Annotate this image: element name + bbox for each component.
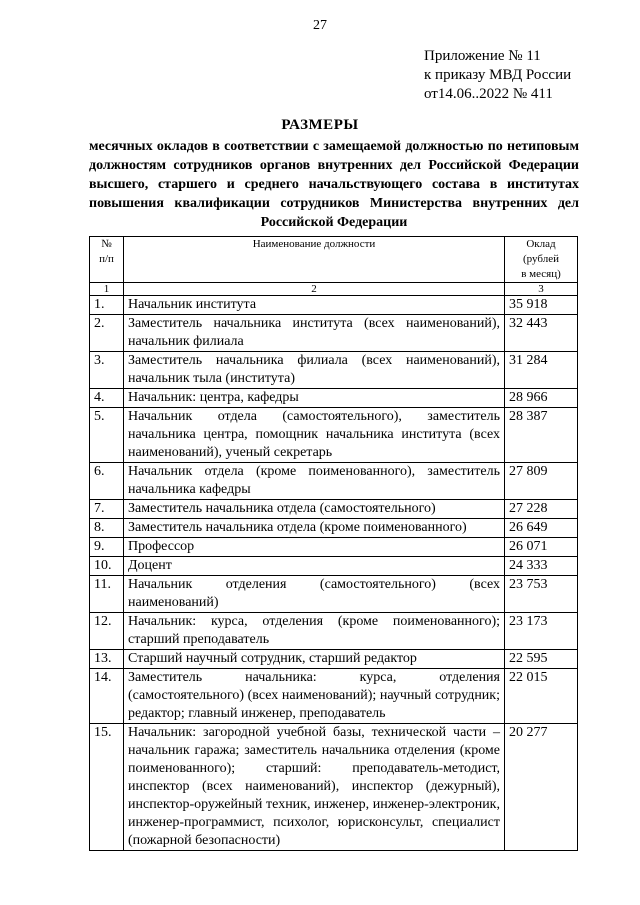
salary-value: 23 753 bbox=[505, 576, 578, 613]
salary-value: 23 173 bbox=[505, 613, 578, 650]
position-name: Заместитель начальника отдела (самостоятельного) bbox=[124, 500, 505, 519]
header-salary-line-2: (рублей bbox=[523, 253, 559, 265]
table-row bbox=[90, 296, 578, 315]
document-title: РАЗМЕРЫ bbox=[281, 117, 359, 133]
row-number: 1. bbox=[90, 296, 124, 315]
table-header-row bbox=[90, 237, 578, 283]
column-numbers-row bbox=[90, 283, 578, 296]
row-number: 14. bbox=[90, 669, 124, 724]
row-number: 8. bbox=[90, 519, 124, 538]
position-name: Начальник: загородной учебной базы, технической части – начальник гаража; заместитель начальника отделения (кроме поименованного); старший: преподаватель-методист, инспектор (всех наименований), инспектор (дежурный), инспектор-оружейный техник, инженер, инженер-электроник, инженер-программист, психолог, юрисконсульт, специалист (пожарной безопасности) bbox=[124, 724, 505, 851]
row-number: 13. bbox=[90, 650, 124, 669]
salary-value: 22 595 bbox=[505, 650, 578, 669]
table-row bbox=[90, 519, 578, 538]
row-number: 9. bbox=[90, 538, 124, 557]
table-row bbox=[90, 463, 578, 500]
table-row bbox=[90, 408, 578, 463]
appendix-line-2: к приказу МВД России bbox=[424, 67, 572, 83]
salary-value: 26 649 bbox=[505, 519, 578, 538]
position-name: Начальник отдела (самостоятельного), заместитель начальника центра, помощник начальника института (всех наименований), ученый секретарь bbox=[124, 408, 505, 463]
salary-value: 35 918 bbox=[505, 296, 578, 315]
salary-value: 26 071 bbox=[505, 538, 578, 557]
table-row bbox=[90, 724, 578, 851]
table-row bbox=[90, 352, 578, 389]
row-number: 10. bbox=[90, 557, 124, 576]
header-number-line-1: № bbox=[101, 238, 112, 250]
row-number: 6. bbox=[90, 463, 124, 500]
appendix-line-1: Приложение № 11 bbox=[424, 48, 541, 64]
row-number: 5. bbox=[90, 408, 124, 463]
row-number: 2. bbox=[90, 315, 124, 352]
column-number: 3 bbox=[505, 283, 578, 296]
row-number: 3. bbox=[90, 352, 124, 389]
appendix-header bbox=[424, 47, 571, 104]
position-name: Начальник: центра, кафедры bbox=[124, 389, 505, 408]
salary-value: 28 387 bbox=[505, 408, 578, 463]
row-number: 4. bbox=[90, 389, 124, 408]
salary-value: 31 284 bbox=[505, 352, 578, 389]
position-name: Заместитель начальника отдела (кроме поименованного) bbox=[124, 519, 505, 538]
document-subtitle: месячных окладов в соответствии с замещаемой должностью по нетиповым должностям сотрудников органов внутренних дел Российской Федерации высшего, старшего и среднего начальствующего состава в институтах повышения квалификации сотрудников Министерства внутренних дел Российской Федерации bbox=[89, 139, 579, 230]
header-position-name: Наименование должности bbox=[124, 237, 505, 283]
table-row bbox=[90, 613, 578, 650]
table-row bbox=[90, 500, 578, 519]
salary-value: 27 228 bbox=[505, 500, 578, 519]
row-number: 7. bbox=[90, 500, 124, 519]
position-name: Заместитель начальника: курса, отделения (самостоятельного) (всех наименований); научный сотрудник; редактор; главный инженер, преподаватель bbox=[124, 669, 505, 724]
position-name: Доцент bbox=[124, 557, 505, 576]
table-row bbox=[90, 557, 578, 576]
table-row bbox=[90, 538, 578, 557]
appendix-line-3: от14.06..2022 № 411 bbox=[424, 86, 553, 102]
header-salary-line-1: Оклад bbox=[526, 238, 556, 250]
position-name: Заместитель начальника института (всех наименований), начальник филиала bbox=[124, 315, 505, 352]
table-row bbox=[90, 669, 578, 724]
position-name: Начальник института bbox=[124, 296, 505, 315]
header-number-line-2: п/п bbox=[99, 253, 114, 265]
salary-value: 32 443 bbox=[505, 315, 578, 352]
salary-value: 28 966 bbox=[505, 389, 578, 408]
column-number: 2 bbox=[124, 283, 505, 296]
row-number: 15. bbox=[90, 724, 124, 851]
salary-value: 27 809 bbox=[505, 463, 578, 500]
salary-value: 24 333 bbox=[505, 557, 578, 576]
position-name: Начальник отдела (кроме поименованного), заместитель начальника кафедры bbox=[124, 463, 505, 500]
table-row bbox=[90, 650, 578, 669]
row-number: 11. bbox=[90, 576, 124, 613]
position-name: Заместитель начальника филиала (всех наименований), начальник тыла (института) bbox=[124, 352, 505, 389]
header-salary bbox=[505, 237, 578, 283]
header-salary-line-3: в месяц) bbox=[521, 268, 561, 280]
page-number: 27 bbox=[313, 18, 327, 33]
position-name: Начальник: курса, отделения (кроме поименованного); старший преподаватель bbox=[124, 613, 505, 650]
column-number: 1 bbox=[90, 283, 124, 296]
salary-value: 20 277 bbox=[505, 724, 578, 851]
table-row bbox=[90, 389, 578, 408]
table-row bbox=[90, 315, 578, 352]
salary-value: 22 015 bbox=[505, 669, 578, 724]
position-name: Начальник отделения (самостоятельного) (всех наименований) bbox=[124, 576, 505, 613]
header-number bbox=[90, 237, 124, 283]
position-name: Профессор bbox=[124, 538, 505, 557]
table-row bbox=[90, 576, 578, 613]
salary-table bbox=[89, 236, 578, 851]
row-number: 12. bbox=[90, 613, 124, 650]
position-name: Старший научный сотрудник, старший редактор bbox=[124, 650, 505, 669]
